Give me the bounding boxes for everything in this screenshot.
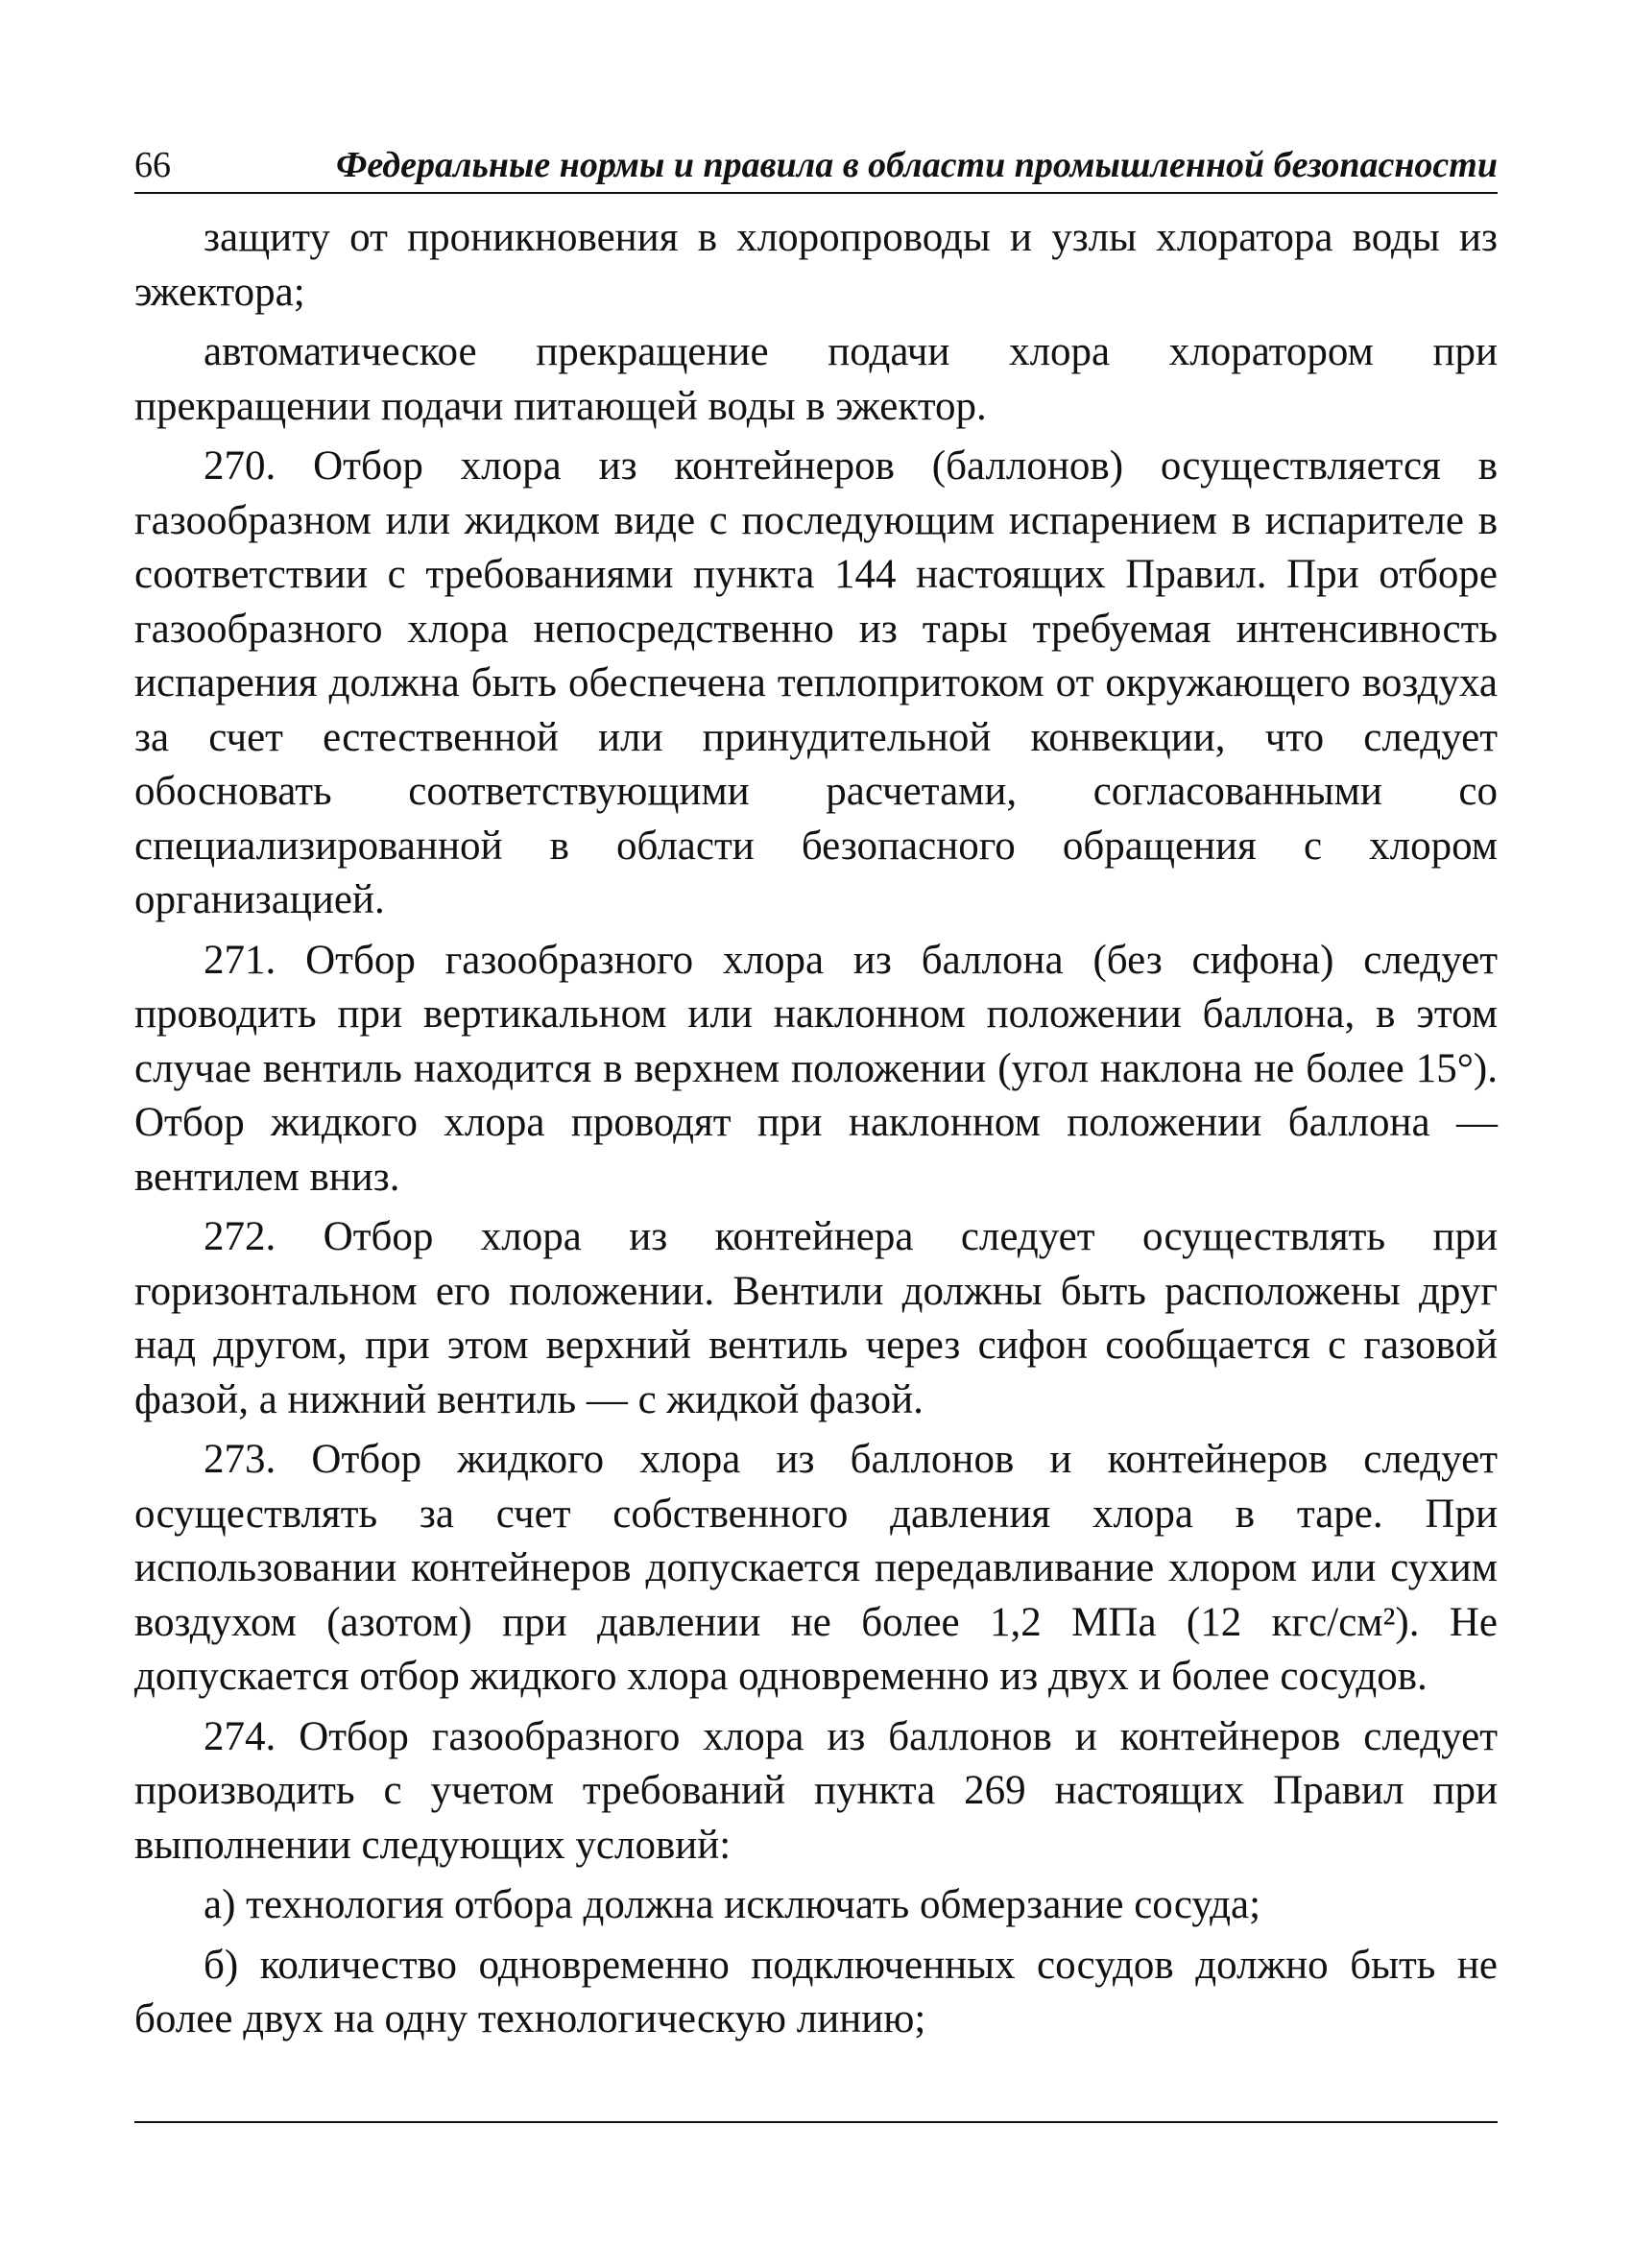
body-text [134, 211, 1498, 2047]
list-item-a: а) технология отбора должна исключать обмерзание сосуда; [204, 1882, 1261, 1927]
page-number: 66 [134, 145, 171, 185]
paragraph: защиту от проникновения в хлоропроводы и узлы хлоратора воды из эжектора; [134, 215, 1498, 315]
paragraph-274: 274. Отбор газообразного хлора из баллонов и контейнеров следует производить с учетом требований пункта 269 настоящих Правил при выполнении следующих условий: [134, 1713, 1498, 1868]
paragraph-270: 270. Отбор хлора из контейнеров (баллонов) осуществляется в газообразном или жидком виде с последующим испарением в испарителе в соответствии с требованиями пункта 144 настоящих Правил. При отборе газообразного хлора непосредственно из тары требуемая интенсивность испарения должна быть обеспечена теплопритоком от окружающего воздуха за счет естественной или принудительной конвекции, что следует обосновать соответствующими расчетами, согласованными со специализированной в области безопасного обращения с хлором организацией. [134, 443, 1498, 922]
paragraph-272: 272. Отбор хлора из контейнера следует осуществлять при горизонтальном его положении. Вентили должны быть расположены друг над другом, при этом верхний вентиль через сифон сообщается с газовой фазой, а нижний вентиль — с жидкой фазой. [134, 1214, 1498, 1422]
footer-divider [134, 2121, 1498, 2123]
paragraph-271: 271. Отбор газообразного хлора из баллона (без сифона) следует проводить при вертикальном или наклонном положении баллона, в этом случае вентиль находится в верхнем положении (угол наклона не более 15°). Отбор жидкого хлора проводят при наклонном положении баллона — вентилем вниз. [134, 937, 1498, 1200]
list-item-b: б) количество одновременно подключенных сосудов должно быть не более двух на одну технологическую линию; [134, 1942, 1498, 2041]
document-page [134, 125, 1498, 2053]
paragraph: автоматическое прекращение подачи хлора хлоратором при прекращении подачи питающей воды в эжектор. [134, 329, 1498, 429]
page-header [134, 125, 1498, 194]
paragraph-273: 273. Отбор жидкого хлора из баллонов и контейнеров следует осуществлять за счет собственного давления хлора в таре. При использовании контейнеров допускается передавливание хлором или сухим воздухом (азотом) при давлении не более 1,2 МПа (12 кгс/см²). Не допускается отбор жидкого хлора одновременно из двух и более сосудов. [134, 1437, 1498, 1699]
running-title: Федеральные нормы и правила в области промышленной безопасности [336, 145, 1498, 185]
